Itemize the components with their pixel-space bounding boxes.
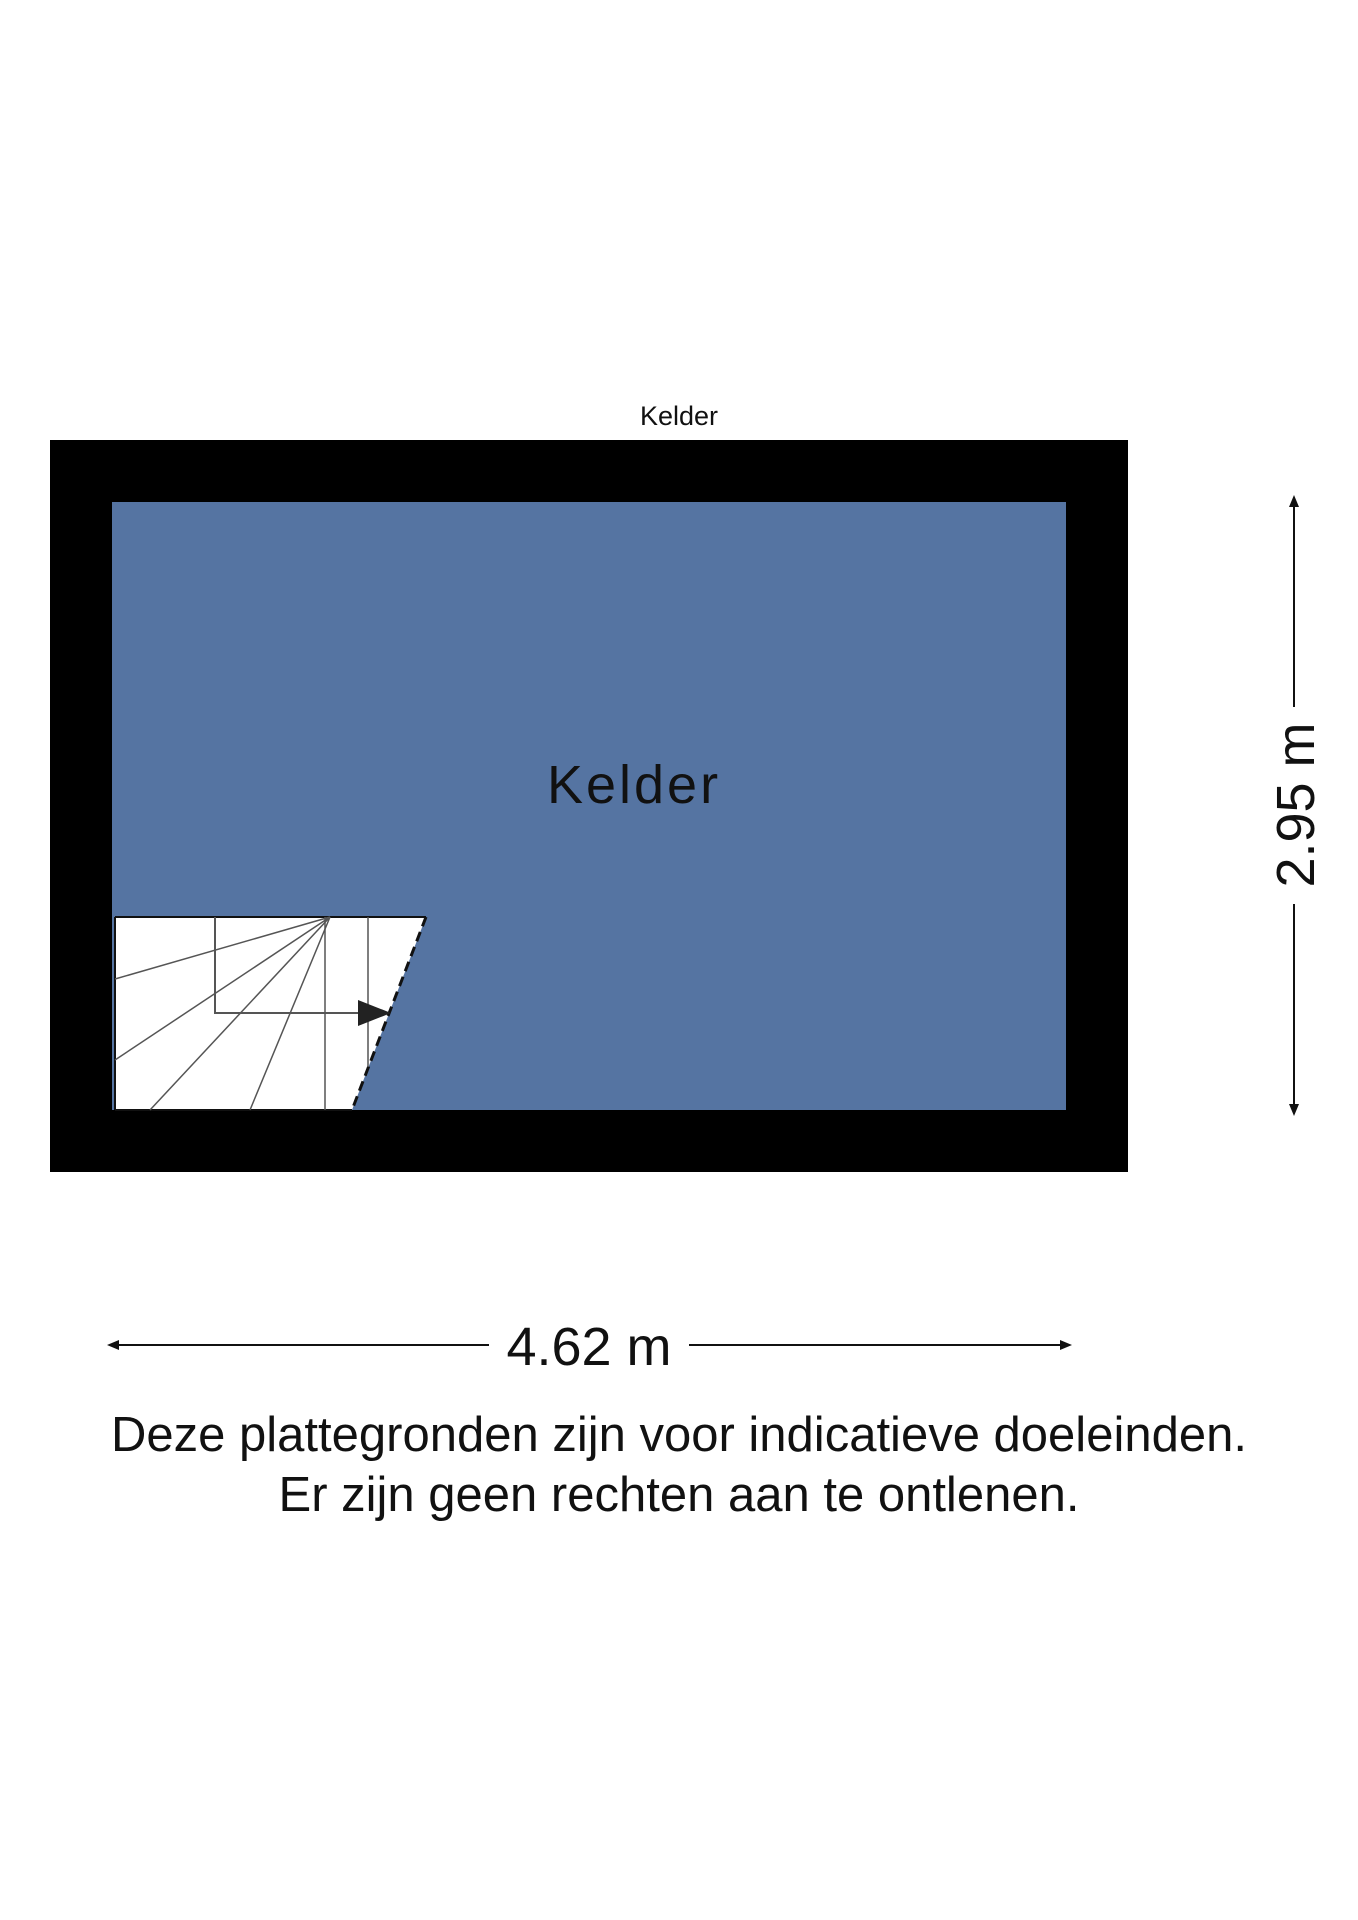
height-dimension-label: 2.95 m	[1266, 722, 1326, 888]
room-label: Kelder	[546, 755, 722, 815]
disclaimer-line-2: Er zijn geen rechten aan te ontlenen.	[278, 1468, 1080, 1522]
disclaimer	[0, 1405, 1358, 1525]
height-dimension	[1266, 501, 1326, 1110]
disclaimer-line-1: Deze plattegronden zijn voor indicatieve doeleinden.	[111, 1408, 1247, 1462]
floor-title: Kelder	[639, 401, 719, 431]
width-dimension-label: 4.62 m	[506, 1317, 672, 1377]
width-dimension	[113, 1317, 1066, 1377]
